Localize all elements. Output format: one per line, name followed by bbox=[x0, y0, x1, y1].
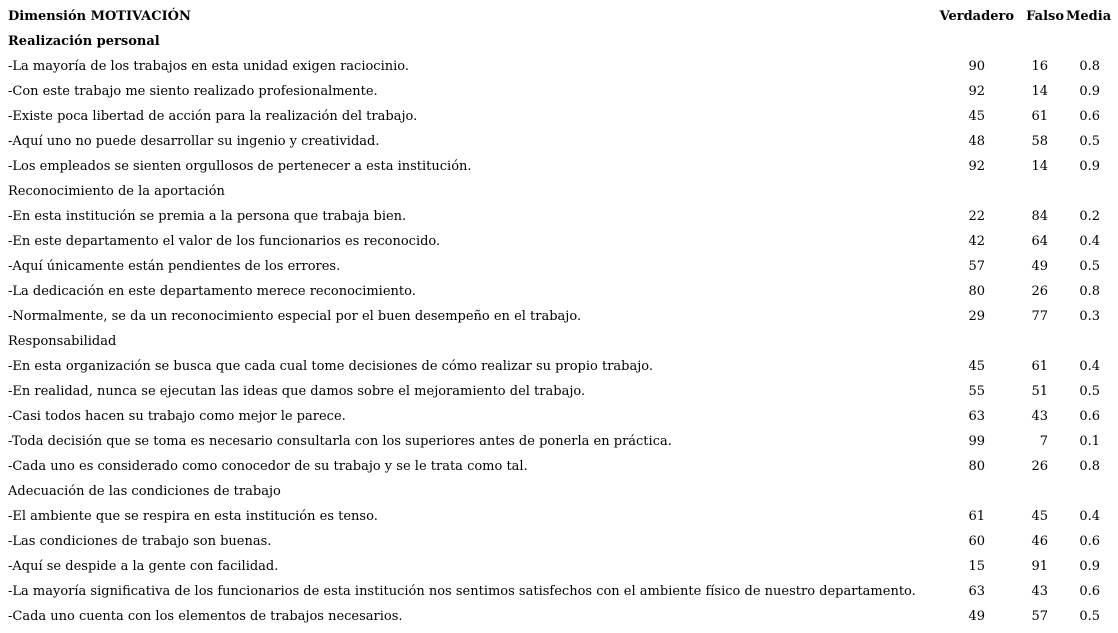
media-value: 0.6 bbox=[1079, 534, 1100, 549]
item-statement: -La mayoría significativa de los funcionarios de esta institución nos sentimos satisfechos con el ambiente físico de nuestro departamento. bbox=[8, 584, 916, 599]
table-row bbox=[0, 304, 1118, 329]
verdadero-value: 48 bbox=[968, 134, 985, 149]
section-title: Responsabilidad bbox=[8, 334, 117, 349]
media-value: 0.5 bbox=[1079, 609, 1100, 624]
item-statement: -Cada uno es considerado como conocedor de su trabajo y se le trata como tal. bbox=[8, 459, 528, 474]
media-value: 0.5 bbox=[1079, 134, 1100, 149]
verdadero-value: 80 bbox=[968, 284, 985, 299]
table-row bbox=[0, 229, 1118, 254]
verdadero-value: 55 bbox=[968, 384, 985, 399]
table-row bbox=[0, 254, 1118, 279]
media-value: 0.9 bbox=[1079, 559, 1100, 574]
item-statement: -En realidad, nunca se ejecutan las ideas que damos sobre el mejoramiento del trabajo. bbox=[8, 384, 586, 399]
item-statement: -El ambiente que se respira en esta institución es tenso. bbox=[8, 509, 378, 524]
table-row bbox=[0, 454, 1118, 479]
falso-value: 61 bbox=[1031, 109, 1048, 124]
table-row bbox=[0, 379, 1118, 404]
verdadero-value: 92 bbox=[968, 159, 985, 174]
item-statement: -En este departamento el valor de los funcionarios es reconocido. bbox=[8, 234, 441, 249]
media-value: 0.5 bbox=[1079, 384, 1100, 399]
table-row bbox=[0, 204, 1118, 229]
falso-value: 43 bbox=[1031, 584, 1048, 599]
item-statement: -La dedicación en este departamento merece reconocimiento. bbox=[8, 284, 416, 299]
media-value: 0.9 bbox=[1079, 84, 1100, 99]
table-row bbox=[0, 579, 1118, 604]
verdadero-value: 92 bbox=[968, 84, 985, 99]
table-row bbox=[0, 504, 1118, 529]
falso-value: 51 bbox=[1031, 384, 1048, 399]
section-header-row bbox=[0, 179, 1118, 204]
table-row bbox=[0, 429, 1118, 454]
section-header-row bbox=[0, 329, 1118, 354]
media-value: 0.6 bbox=[1079, 109, 1100, 124]
verdadero-value: 45 bbox=[968, 109, 985, 124]
table-row bbox=[0, 54, 1118, 79]
verdadero-value: 60 bbox=[968, 534, 985, 549]
column-header-media: Media bbox=[1066, 9, 1112, 24]
verdadero-value: 45 bbox=[968, 359, 985, 374]
falso-value: 26 bbox=[1031, 459, 1048, 474]
item-statement: -Aquí uno no puede desarrollar su ingenio y creatividad. bbox=[8, 134, 380, 149]
section-title: Reconocimiento de la aportación bbox=[8, 184, 225, 199]
verdadero-value: 29 bbox=[968, 309, 985, 324]
table-row bbox=[0, 129, 1118, 154]
media-value: 0.5 bbox=[1079, 259, 1100, 274]
item-statement: -Aquí se despide a la gente con facilidad. bbox=[8, 559, 279, 574]
table-row bbox=[0, 404, 1118, 429]
column-header-verdadero: Verdadero bbox=[939, 9, 1014, 24]
table-row bbox=[0, 354, 1118, 379]
falso-value: 57 bbox=[1031, 609, 1048, 624]
media-value: 0.4 bbox=[1079, 509, 1100, 524]
verdadero-value: 63 bbox=[968, 409, 985, 424]
verdadero-value: 57 bbox=[968, 259, 985, 274]
item-statement: -Los empleados se sienten orgullosos de pertenecer a esta institución. bbox=[8, 159, 472, 174]
media-value: 0.1 bbox=[1079, 434, 1100, 449]
table-row bbox=[0, 554, 1118, 579]
falso-value: 26 bbox=[1031, 284, 1048, 299]
falso-value: 7 bbox=[1039, 434, 1048, 449]
section-title: Adecuación de las condiciones de trabajo bbox=[8, 484, 281, 499]
verdadero-value: 49 bbox=[968, 609, 985, 624]
verdadero-value: 99 bbox=[968, 434, 985, 449]
media-value: 0.8 bbox=[1079, 59, 1100, 74]
verdadero-value: 61 bbox=[968, 509, 985, 524]
item-statement: -Con este trabajo me siento realizado profesionalmente. bbox=[8, 84, 378, 99]
verdadero-value: 80 bbox=[968, 459, 985, 474]
falso-value: 91 bbox=[1031, 559, 1048, 574]
media-value: 0.4 bbox=[1079, 234, 1100, 249]
falso-value: 84 bbox=[1031, 209, 1048, 224]
table-row bbox=[0, 104, 1118, 129]
table-body bbox=[0, 29, 1118, 629]
item-statement: -La mayoría de los trabajos en esta unidad exigen raciocinio. bbox=[8, 59, 410, 74]
item-statement: -Las condiciones de trabajo son buenas. bbox=[8, 534, 272, 549]
falso-value: 46 bbox=[1031, 534, 1048, 549]
verdadero-value: 63 bbox=[968, 584, 985, 599]
falso-value: 77 bbox=[1031, 309, 1048, 324]
item-statement: -Normalmente, se da un reconocimiento especial por el buen desempeño en el trabajo. bbox=[8, 309, 582, 324]
media-value: 0.9 bbox=[1079, 159, 1100, 174]
falso-value: 49 bbox=[1031, 259, 1048, 274]
falso-value: 64 bbox=[1031, 234, 1048, 249]
media-value: 0.8 bbox=[1079, 459, 1100, 474]
header-row bbox=[0, 4, 1118, 29]
table-title: Dimensión MOTIVACIÓN bbox=[8, 9, 191, 24]
falso-value: 16 bbox=[1031, 59, 1048, 74]
item-statement: -En esta organización se busca que cada cual tome decisiones de cómo realizar su propio trabajo. bbox=[8, 359, 653, 374]
section-title: Realización personal bbox=[8, 34, 160, 49]
media-value: 0.6 bbox=[1079, 409, 1100, 424]
falso-value: 14 bbox=[1031, 84, 1048, 99]
motivation-table bbox=[0, 4, 1118, 629]
table-row bbox=[0, 154, 1118, 179]
verdadero-value: 22 bbox=[968, 209, 985, 224]
item-statement: -Toda decisión que se toma es necesario consultarla con los superiores antes de ponerla en práctica. bbox=[8, 434, 672, 449]
media-value: 0.2 bbox=[1079, 209, 1100, 224]
item-statement: -Aquí únicamente están pendientes de los errores. bbox=[8, 259, 341, 274]
media-value: 0.4 bbox=[1079, 359, 1100, 374]
section-header-row bbox=[0, 29, 1118, 54]
falso-value: 45 bbox=[1031, 509, 1048, 524]
item-statement: -Existe poca libertad de acción para la realización del trabajo. bbox=[8, 109, 418, 124]
item-statement: -En esta institución se premia a la persona que trabaja bien. bbox=[8, 209, 407, 224]
table-row bbox=[0, 529, 1118, 554]
table-row bbox=[0, 604, 1118, 629]
section-header-row bbox=[0, 479, 1118, 504]
item-statement: -Casi todos hacen su trabajo como mejor le parece. bbox=[8, 409, 346, 424]
column-header-falso: Falso bbox=[1026, 9, 1064, 24]
media-value: 0.8 bbox=[1079, 284, 1100, 299]
falso-value: 43 bbox=[1031, 409, 1048, 424]
falso-value: 61 bbox=[1031, 359, 1048, 374]
media-value: 0.3 bbox=[1079, 309, 1100, 324]
media-value: 0.6 bbox=[1079, 584, 1100, 599]
verdadero-value: 42 bbox=[968, 234, 985, 249]
falso-value: 14 bbox=[1031, 159, 1048, 174]
table-row bbox=[0, 79, 1118, 104]
verdadero-value: 90 bbox=[968, 59, 985, 74]
falso-value: 58 bbox=[1031, 134, 1048, 149]
item-statement: -Cada uno cuenta con los elementos de trabajos necesarios. bbox=[8, 609, 403, 624]
verdadero-value: 15 bbox=[968, 559, 985, 574]
table-row bbox=[0, 279, 1118, 304]
